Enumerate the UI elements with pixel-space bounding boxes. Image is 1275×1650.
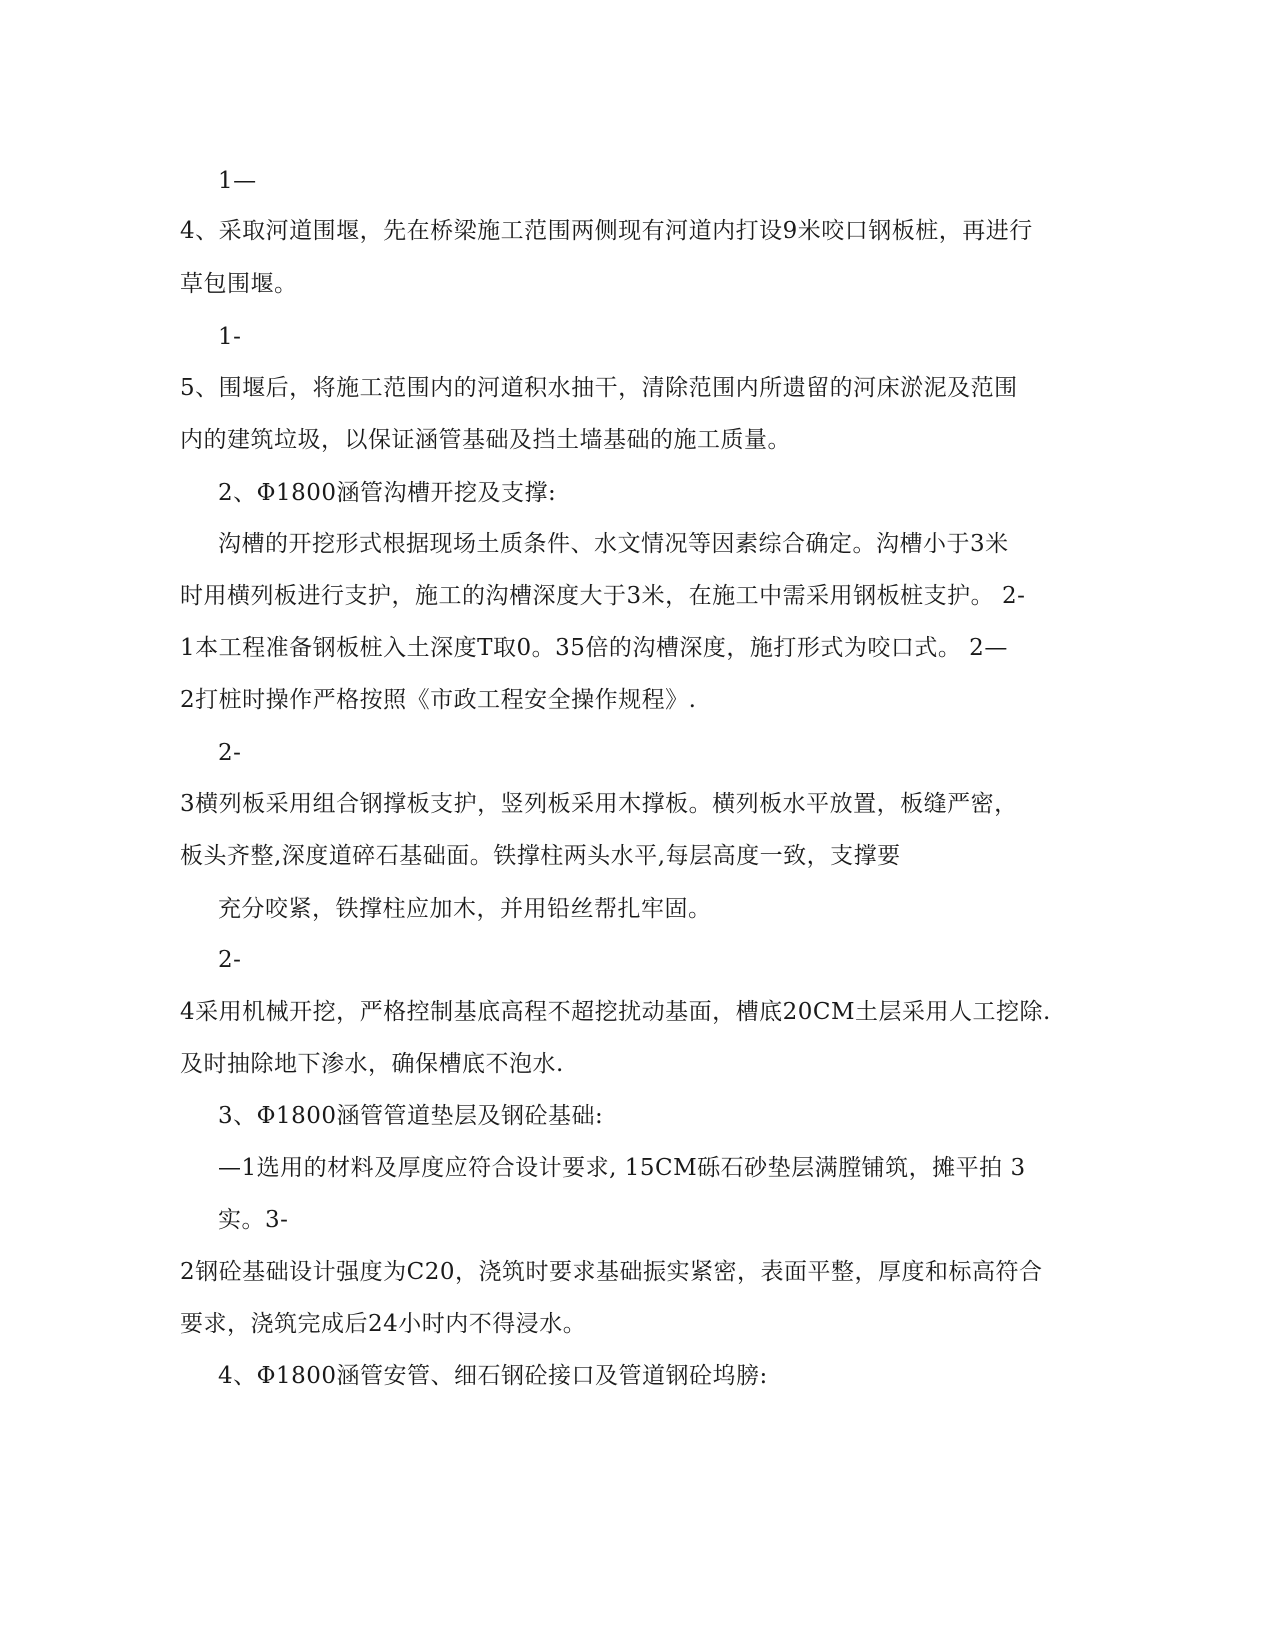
- text-line: 内的建筑垃圾，以保证涵管基础及挡土墙基础的施工质量。: [180, 427, 791, 453]
- text-line: 充分咬紧，铁撑柱应加木，并用铅丝帮扎牢固。: [218, 896, 712, 922]
- text-line: 板头齐整,深度道碎石基础面。铁撑柱两头水平,每层高度一致，支撑要: [180, 843, 901, 869]
- text-line: 1—: [218, 168, 257, 194]
- text-line: —1选用的材料及厚度应符合设计要求, 15CM砾石砂垫层满膛铺筑，摊平拍 3: [218, 1155, 1026, 1181]
- text-line: 沟槽的开挖形式根据现场土质条件、水文情况等因素综合确定。沟槽小于3米: [218, 531, 1009, 557]
- section-heading: 3、Φ1800涵管管道垫层及钢砼基础:: [218, 1103, 604, 1129]
- text-line: 2钢砼基础设计强度为C20，浇筑时要求基础振实紧密，表面平整，厚度和标高符合: [180, 1259, 1043, 1285]
- text-line: 时用横列板进行支护，施工的沟槽深度大于3米，在施工中需采用钢板桩支护。 2-: [180, 583, 1026, 609]
- text-line: 及时抽除地下渗水，确保槽底不泡水.: [180, 1051, 564, 1077]
- text-line: 3横列板采用组合钢撑板支护，竖列板采用木撑板。横列板水平放置，板缝严密，: [180, 791, 1018, 817]
- text-line: 1-: [218, 324, 242, 350]
- text-line: 2打桩时操作严格按照《市政工程安全操作规程》.: [180, 687, 697, 713]
- text-line: 4采用机械开挖，严格控制基底高程不超挖扰动基面，槽底20CM土层采用人工挖除.: [180, 999, 1051, 1025]
- text-line: 1本工程准备钢板桩入土深度T取0。35倍的沟槽深度，施打形式为咬口式。 2—: [180, 635, 1008, 661]
- text-line: 要求，浇筑完成后24小时内不得浸水。: [180, 1311, 587, 1337]
- text-line: 4、采取河道围堰，先在桥梁施工范围两侧现有河道内打设9米咬口钢板桩，再进行: [180, 218, 1033, 244]
- text-line: 5、围堰后，将施工范围内的河道积水抽干，清除范围内所遗留的河床淤泥及范围: [180, 375, 1018, 401]
- section-heading: 2、Φ1800涵管沟槽开挖及支撑:: [218, 480, 557, 506]
- text-line: 实。3-: [218, 1207, 289, 1233]
- text-line: 草包围堰。: [180, 271, 298, 297]
- text-line: 2-: [218, 740, 242, 766]
- section-heading: 4、Φ1800涵管安管、细石钢砼接口及管道钢砼坞膀:: [218, 1363, 768, 1389]
- text-line: 2-: [218, 947, 242, 973]
